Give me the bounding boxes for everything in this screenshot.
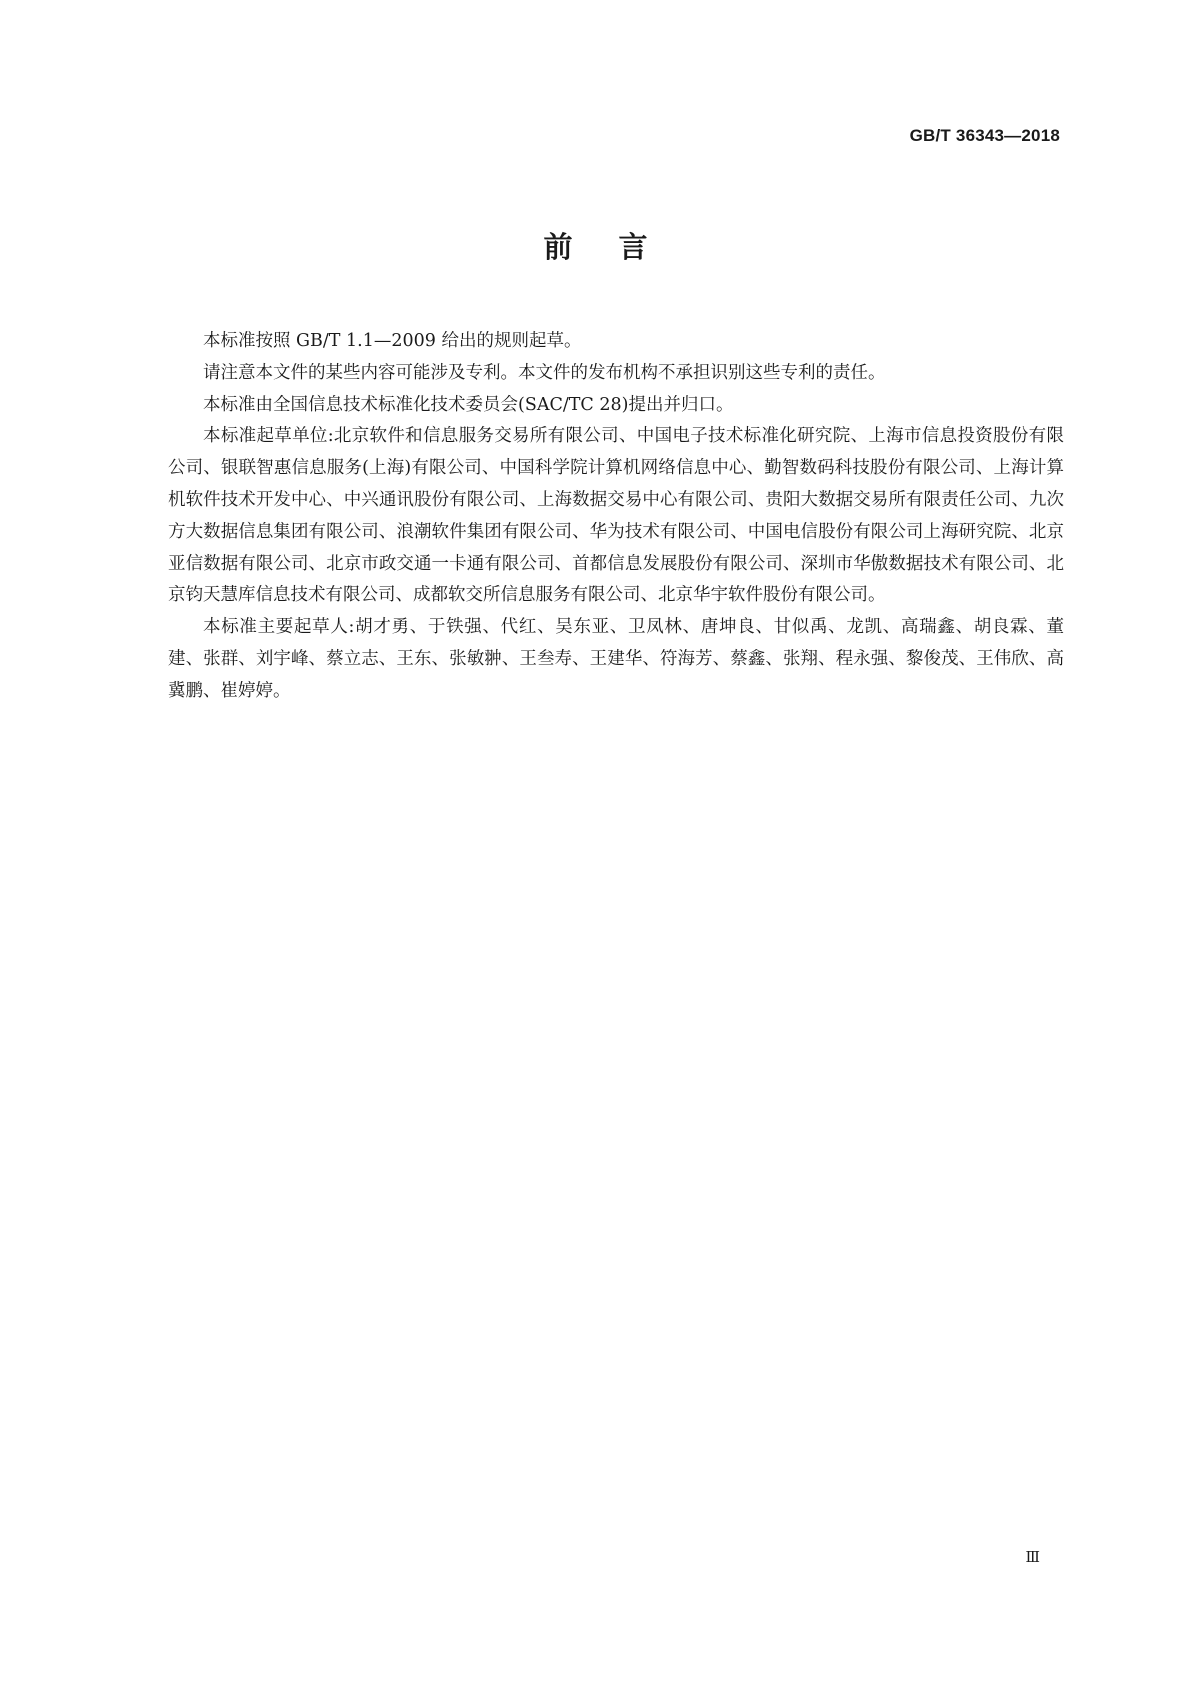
standard-number: GB/T 36343—2018 — [909, 126, 1060, 145]
paragraph-drafting-units: 本标准起草单位:北京软件和信息服务交易所有限公司、中国电子技术标准化研究院、上海市信息投资股份有限公司、银联智惠信息服务(上海)有限公司、中国科学院计算机网络信息中心、勤智数码科技股份有限公司、上海计算机软件技术开发中心、中兴通讯股份有限公司、上海数据交易中心有限公司、贵阳大数据交易所有限责任公司、九次方大数据信息集团有限公司、浪潮软件集团有限公司、华为技术有限公司、中国电信股份有限公司上海研究院、北京亚信数据有限公司、北京市政交通一卡通有限公司、首都信息发展股份有限公司、深圳市华傲数据技术有限公司、北京钧天慧库信息技术有限公司、成都软交所信息服务有限公司、北京华宇软件股份有限公司。 — [168, 426, 1064, 606]
paragraph-drafters: 本标准主要起草人:胡才勇、于铁强、代红、吴东亚、卫凤林、唐坤良、甘似禹、龙凯、高瑞鑫、胡良霖、董建、张群、刘宇峰、蔡立志、王东、张敏翀、王叁寿、王建华、符海芳、蔡鑫、张翔、程永强、黎俊茂、王伟欣、高冀鹏、崔婷婷。 — [168, 617, 1064, 701]
paragraph-drafting-rules: 本标准按照 GB/T 1.1—2009 给出的规则起草。 — [203, 331, 582, 351]
paragraph-patent-notice: 请注意本文件的某些内容可能涉及专利。本文件的发布机构不承担识别这些专利的责任。 — [203, 362, 886, 383]
foreword-body — [168, 326, 1064, 708]
page-title: 前言 — [543, 230, 694, 264]
page-number: Ⅲ — [1025, 1548, 1039, 1566]
paragraph-proposer: 本标准由全国信息技术标准化技术委员会(SAC/TC 28)提出并归口。 — [203, 394, 734, 415]
